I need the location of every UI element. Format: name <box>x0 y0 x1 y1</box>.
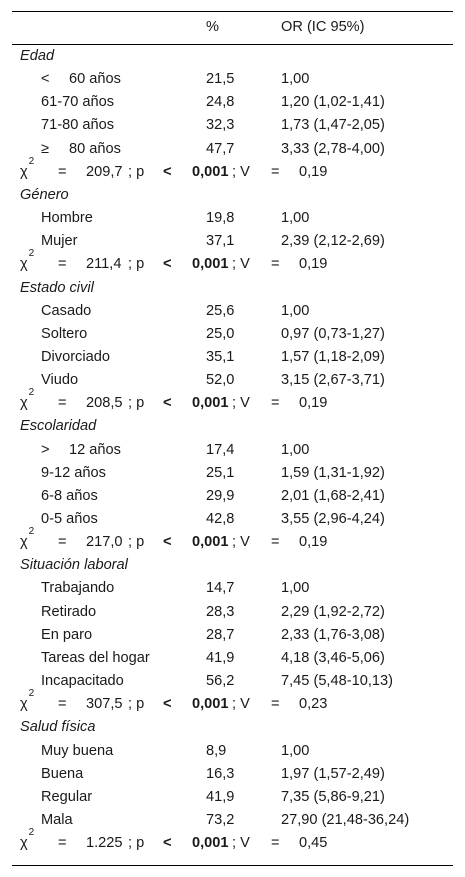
p-label: ; p <box>128 395 145 412</box>
chi-letter: χ <box>20 256 28 273</box>
row-label: Muy buena <box>41 742 114 759</box>
p-label: ; p <box>128 256 145 273</box>
section-title <box>0 277 465 300</box>
section-title <box>0 716 465 739</box>
table-row <box>0 670 465 693</box>
row-label: 6-8 años <box>41 487 98 504</box>
chi-symbol <box>20 155 35 184</box>
chi-equals: = <box>58 835 67 852</box>
table-row <box>0 91 465 114</box>
section-title <box>0 415 465 438</box>
chi-symbol <box>20 387 35 415</box>
row-or: 1,97 (1,57-2,49) <box>281 765 385 782</box>
row-label: 60 años <box>69 71 121 88</box>
row-pct: 73,2 <box>206 811 235 828</box>
row-or: 3,15 (2,67-3,71) <box>281 372 385 389</box>
row-or: 1,00 <box>281 441 310 458</box>
row-or: 2,01 (1,68-2,41) <box>281 487 385 504</box>
chi-superscript: 2 <box>28 387 35 399</box>
chi-superscript: 2 <box>28 688 35 700</box>
p-label: ; p <box>128 163 145 180</box>
chi-symbol <box>20 248 35 276</box>
chi-square-row <box>0 387 465 415</box>
v-label: ; V <box>232 395 250 412</box>
v-equals: = <box>271 696 280 713</box>
row-or: 1,57 (1,18-2,09) <box>281 348 385 365</box>
chi-value: 211,4 <box>86 256 122 273</box>
table-row <box>0 230 465 253</box>
table-row <box>0 323 465 346</box>
row-pct: 14,7 <box>206 580 235 597</box>
p-less-than: < <box>163 256 172 273</box>
chi-letter: χ <box>20 835 28 852</box>
chi-symbol <box>20 526 35 554</box>
header-pct: % <box>206 19 219 35</box>
v-equals: = <box>271 395 280 412</box>
p-value: 0,001 <box>192 534 229 551</box>
chi-square-row <box>0 688 465 716</box>
row-pct: 28,3 <box>206 603 235 620</box>
row-pct: 37,1 <box>206 233 235 250</box>
table-row <box>0 207 465 230</box>
table-row <box>0 369 465 392</box>
v-value: 0,45 <box>299 835 328 852</box>
row-or: 1,00 <box>281 742 310 759</box>
row-label: Mujer <box>41 233 78 250</box>
p-label: ; p <box>128 696 145 713</box>
p-value: 0,001 <box>192 696 229 713</box>
row-pct: 41,9 <box>206 649 235 666</box>
row-or: 2,39 (2,12-2,69) <box>281 233 385 250</box>
row-pct: 24,8 <box>206 94 235 111</box>
row-pct: 52,0 <box>206 372 235 389</box>
row-label: Soltero <box>41 325 88 342</box>
table-row <box>0 346 465 369</box>
row-label: Viudo <box>41 372 79 389</box>
section-label: Género <box>20 186 69 203</box>
v-equals: = <box>271 534 280 551</box>
v-value: 0,23 <box>299 696 328 713</box>
row-label: 80 años <box>69 140 121 157</box>
table-row <box>0 300 465 323</box>
p-label: ; p <box>128 835 145 852</box>
row-or: 2,33 (1,76-3,08) <box>281 626 385 643</box>
chi-value: 307,5 <box>86 696 123 713</box>
row-pct: 25,1 <box>206 464 235 481</box>
chi-superscript: 2 <box>28 248 35 260</box>
p-value: 0,001 <box>192 835 229 852</box>
top-rule <box>12 11 453 12</box>
row-pct: 17,4 <box>206 441 235 458</box>
row-or: 1,00 <box>281 71 310 88</box>
row-label: Trabajando <box>41 580 115 597</box>
row-or: 3,55 (2,96-4,24) <box>281 511 385 527</box>
v-value: 0,19 <box>299 256 328 273</box>
v-label: ; V <box>232 696 250 713</box>
row-label: Regular <box>41 788 93 805</box>
row-pct: 25,0 <box>206 325 235 342</box>
row-label: Divorciado <box>41 348 110 365</box>
row-label: 0-5 años <box>41 511 98 527</box>
table-row <box>0 740 465 763</box>
row-or: 1,00 <box>281 210 310 227</box>
chi-equals: = <box>58 696 67 713</box>
chi-square-row <box>0 155 465 184</box>
row-label-symbol: ≥ <box>41 140 50 157</box>
row-pct: 41,9 <box>206 788 235 805</box>
row-or: 7,45 (5,48-10,13) <box>281 673 393 690</box>
table-row <box>0 439 465 462</box>
table-row <box>0 624 465 647</box>
chi-square-row <box>0 248 465 276</box>
chi-square-row <box>0 827 465 855</box>
v-equals: = <box>271 256 280 273</box>
section-label: Edad <box>20 48 55 64</box>
row-pct: 28,7 <box>206 626 235 643</box>
table-row <box>0 809 465 832</box>
row-or: 4,18 (3,46-5,06) <box>281 649 385 666</box>
table-row <box>0 462 465 485</box>
table-row <box>0 138 465 161</box>
p-value: 0,001 <box>192 256 229 273</box>
chi-value: 209,7 <box>86 163 123 180</box>
chi-symbol <box>20 827 35 855</box>
header-or: OR (IC 95%) <box>281 19 365 35</box>
row-pct: 29,9 <box>206 487 235 504</box>
row-label: Incapacitado <box>41 673 124 690</box>
chi-superscript: 2 <box>28 526 35 538</box>
row-label: 12 años <box>69 441 121 458</box>
chi-value: 208,5 <box>86 395 123 412</box>
v-equals: = <box>271 163 280 180</box>
chi-superscript: 2 <box>28 827 35 839</box>
chi-superscript: 2 <box>28 155 35 167</box>
chi-letter: χ <box>20 395 28 412</box>
chi-equals: = <box>58 534 67 551</box>
row-label: 71-80 años <box>41 117 115 134</box>
chi-equals: = <box>58 163 67 180</box>
v-label: ; V <box>232 534 250 551</box>
section-label: Situación laboral <box>20 557 128 574</box>
chi-value: 217,0 <box>86 534 123 551</box>
row-pct: 25,6 <box>206 302 235 319</box>
table-row <box>0 601 465 624</box>
row-or: 3,33 (2,78-4,00) <box>281 140 385 157</box>
v-label: ; V <box>232 256 250 273</box>
section-title <box>0 554 465 577</box>
row-label-symbol: < <box>41 71 50 88</box>
chi-square-row <box>0 526 465 554</box>
chi-equals: = <box>58 256 67 273</box>
v-value: 0,19 <box>299 163 328 180</box>
row-pct: 19,8 <box>206 210 235 227</box>
v-label: ; V <box>232 163 250 180</box>
chi-letter: χ <box>20 534 28 551</box>
p-value: 0,001 <box>192 163 229 180</box>
row-label: Casado <box>41 302 92 319</box>
row-pct: 8,9 <box>206 742 227 759</box>
chi-letter: χ <box>20 163 28 180</box>
table-row <box>0 647 465 670</box>
p-less-than: < <box>163 835 172 852</box>
p-less-than: < <box>163 395 172 412</box>
row-or: 1,73 (1,47-2,05) <box>281 117 385 134</box>
row-or: 1,20 (1,02-1,41) <box>281 94 385 111</box>
row-or: 1,00 <box>281 302 310 319</box>
table-row <box>0 508 465 531</box>
row-label: Hombre <box>41 210 93 227</box>
chi-value: 1.225 <box>86 835 123 852</box>
row-or: 1,59 (1,31-1,92) <box>281 464 385 481</box>
section-label: Escolaridad <box>20 418 97 435</box>
v-equals: = <box>271 835 280 852</box>
chi-equals: = <box>58 395 67 412</box>
row-or: 27,90 (21,48-36,24) <box>281 811 410 828</box>
p-less-than: < <box>163 696 172 713</box>
row-pct: 16,3 <box>206 765 235 782</box>
row-or: 2,29 (1,92-2,72) <box>281 603 385 620</box>
row-pct: 21,5 <box>206 71 235 88</box>
row-pct: 42,8 <box>206 511 235 527</box>
table-row <box>0 114 465 137</box>
row-or: 0,97 (0,73-1,27) <box>281 325 385 342</box>
section-title <box>0 184 465 207</box>
section-label: Salud física <box>20 719 96 736</box>
table-row <box>0 763 465 786</box>
table-row <box>0 577 465 600</box>
row-pct: 47,7 <box>206 140 235 157</box>
chi-symbol <box>20 688 35 716</box>
row-or: 7,35 (5,86-9,21) <box>281 788 385 805</box>
table-row <box>0 786 465 809</box>
row-label-symbol: > <box>41 441 50 458</box>
row-label: Tareas del hogar <box>41 649 150 666</box>
chi-letter: χ <box>20 696 28 713</box>
v-value: 0,19 <box>299 395 328 412</box>
p-less-than: < <box>163 163 172 180</box>
table-row <box>0 68 465 91</box>
row-label: Retirado <box>41 603 97 620</box>
v-value: 0,19 <box>299 534 328 551</box>
row-label: 9-12 años <box>41 464 106 481</box>
row-label: Mala <box>41 811 73 828</box>
row-label: En paro <box>41 626 93 643</box>
section-title <box>0 45 465 68</box>
row-pct: 32,3 <box>206 117 235 134</box>
row-label: Buena <box>41 765 84 782</box>
row-pct: 35,1 <box>206 348 235 365</box>
row-pct: 56,2 <box>206 673 235 690</box>
table-row <box>0 485 465 508</box>
section-label: Estado civil <box>20 279 94 296</box>
row-or: 1,00 <box>281 580 310 597</box>
p-label: ; p <box>128 534 145 551</box>
row-label: 61-70 años <box>41 94 115 111</box>
p-value: 0,001 <box>192 395 229 412</box>
p-less-than: < <box>163 534 172 551</box>
v-label: ; V <box>232 835 250 852</box>
bottom-rule <box>12 865 453 866</box>
